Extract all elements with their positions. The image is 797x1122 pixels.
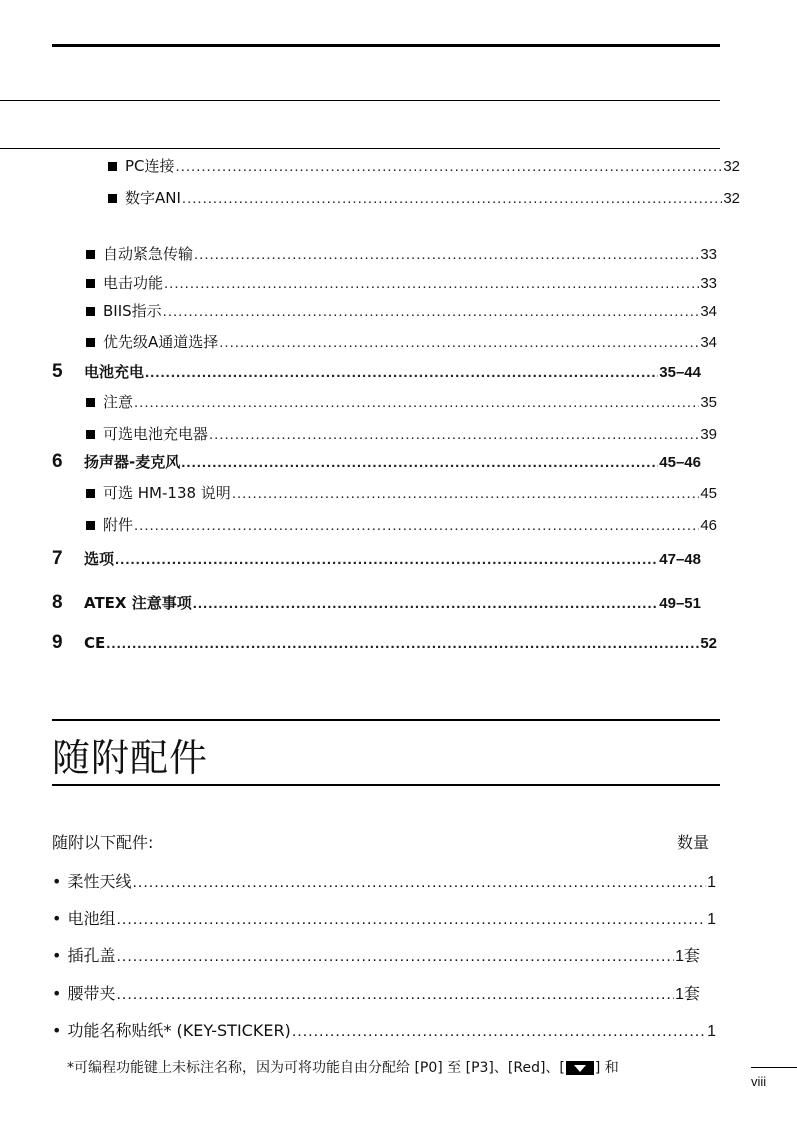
toc-entry-label: 可选 HM-138 说明 bbox=[103, 484, 231, 502]
toc-entry[interactable] bbox=[86, 483, 717, 504]
chapter-pages: 45–46 bbox=[659, 454, 701, 471]
accessory-item bbox=[52, 908, 716, 931]
accessory-qty: 1套 bbox=[675, 948, 700, 965]
toc-entry-page: 39 bbox=[700, 426, 717, 443]
chapter-number: 9 bbox=[52, 632, 63, 653]
page-number: viii bbox=[751, 1074, 767, 1089]
toc-chapter-entry[interactable] bbox=[84, 362, 701, 383]
chapter-title: 选项 bbox=[84, 550, 115, 568]
toc-entry[interactable] bbox=[108, 156, 740, 177]
toc-entry[interactable] bbox=[108, 188, 740, 209]
square-bullet-icon bbox=[86, 430, 95, 439]
accessory-qty: 1 bbox=[707, 1023, 716, 1040]
bullet: • bbox=[52, 984, 62, 1003]
triangle-down-icon bbox=[566, 1061, 594, 1075]
accessories-intro: 随附以下配件: bbox=[52, 833, 154, 852]
accessory-item bbox=[52, 945, 700, 968]
toc-entry-label: BIIS指示 bbox=[103, 302, 162, 320]
dot-leader bbox=[181, 453, 658, 473]
footnote-text-end: ] 和 bbox=[594, 1060, 619, 1076]
toc-chapter-entry[interactable] bbox=[84, 593, 701, 614]
accessory-label: 腰带夹 bbox=[67, 984, 116, 1003]
bullet: • bbox=[52, 946, 62, 965]
bullet: • bbox=[52, 872, 62, 891]
toc-entry-page: 35 bbox=[700, 394, 717, 411]
toc-entry[interactable] bbox=[86, 332, 717, 353]
accessory-item bbox=[52, 1020, 716, 1043]
top-rule bbox=[52, 44, 720, 47]
square-bullet-icon bbox=[108, 162, 117, 171]
toc-entry-page: 32 bbox=[723, 158, 740, 175]
toc-entry-label: 优先级A通道选择 bbox=[103, 333, 219, 351]
chapter-title: CE bbox=[84, 634, 106, 652]
dot-leader bbox=[193, 594, 659, 614]
toc-entry-page: 46 bbox=[700, 517, 717, 534]
dot-leader bbox=[134, 393, 699, 413]
toc-entry-page: 33 bbox=[700, 246, 717, 263]
accessory-label: 柔性天线 bbox=[67, 872, 132, 891]
bullet: • bbox=[52, 909, 62, 928]
dot-leader bbox=[292, 1021, 706, 1043]
toc-entry-label: 数字ANI bbox=[125, 189, 181, 207]
toc-entry[interactable] bbox=[86, 392, 717, 413]
toc-entry[interactable] bbox=[86, 301, 717, 322]
toc-entry-page: 32 bbox=[723, 190, 740, 207]
dot-leader bbox=[176, 157, 723, 177]
dot-leader bbox=[106, 634, 699, 654]
bullet: • bbox=[52, 1021, 62, 1040]
toc-entry-label: 注意 bbox=[103, 393, 134, 411]
section-title: 随附配件 bbox=[52, 736, 209, 780]
chapter-number: 8 bbox=[52, 592, 63, 613]
dot-leader bbox=[116, 946, 674, 968]
chapter-pages: 49–51 bbox=[659, 595, 701, 612]
chapter-title: 电池充电 bbox=[84, 363, 145, 381]
toc-entry-label: 可选电池充电器 bbox=[103, 425, 209, 443]
toc-entry-label: 自动紧急传输 bbox=[103, 245, 194, 263]
accessory-item bbox=[52, 983, 700, 1006]
dot-leader bbox=[232, 484, 700, 504]
footnote bbox=[67, 1057, 619, 1079]
toc-chapter-entry[interactable] bbox=[84, 549, 701, 570]
dot-leader bbox=[219, 333, 699, 353]
toc-chapter-entry[interactable] bbox=[84, 452, 701, 473]
footnote-text: *可编程功能键上未标注名称，因为可将功能自由分配给 [P0] 至 [P3]、[Red]、[ bbox=[67, 1060, 565, 1076]
accessory-item bbox=[52, 871, 716, 894]
dot-leader bbox=[115, 550, 658, 570]
toc-entry[interactable] bbox=[86, 273, 717, 294]
accessory-qty: 1套 bbox=[675, 986, 700, 1003]
square-bullet-icon bbox=[86, 279, 95, 288]
chapter-number: 5 bbox=[52, 361, 63, 382]
accessory-label: 插孔盖 bbox=[67, 946, 116, 965]
square-bullet-icon bbox=[86, 307, 95, 316]
toc-entry-label: 附件 bbox=[103, 516, 134, 534]
square-bullet-icon bbox=[86, 521, 95, 530]
section-top-rule bbox=[52, 719, 720, 721]
chapter-pages: 52 bbox=[700, 635, 717, 652]
toc-entry[interactable] bbox=[86, 244, 717, 265]
toc-entry-page: 45 bbox=[700, 485, 717, 502]
square-bullet-icon bbox=[86, 489, 95, 498]
header-rule-2 bbox=[0, 148, 720, 149]
header-rule bbox=[0, 100, 720, 101]
toc-entry-label: 电击功能 bbox=[103, 274, 164, 292]
toc-entry-page: 34 bbox=[700, 303, 717, 320]
dot-leader bbox=[209, 425, 699, 445]
toc-entry-page: 33 bbox=[700, 275, 717, 292]
accessory-label: 功能名称贴纸* (KEY-STICKER) bbox=[67, 1021, 291, 1040]
toc-entry[interactable] bbox=[86, 424, 717, 445]
dot-leader bbox=[134, 516, 699, 536]
chapter-number: 6 bbox=[52, 451, 63, 472]
dot-leader bbox=[194, 245, 699, 265]
toc-entry-page: 34 bbox=[700, 334, 717, 351]
square-bullet-icon bbox=[86, 250, 95, 259]
accessory-qty: 1 bbox=[707, 874, 716, 891]
page-number-rule bbox=[751, 1067, 797, 1068]
square-bullet-icon bbox=[108, 194, 117, 203]
chapter-pages: 47–48 bbox=[659, 551, 701, 568]
toc-chapter-entry[interactable] bbox=[84, 633, 717, 654]
dot-leader bbox=[132, 872, 706, 894]
chapter-number: 7 bbox=[52, 548, 63, 569]
dot-leader bbox=[116, 909, 706, 931]
chapter-title: ATEX 注意事项 bbox=[84, 594, 192, 612]
quantity-header: 数量 bbox=[677, 833, 710, 852]
square-bullet-icon bbox=[86, 338, 95, 347]
chapter-pages: 35–44 bbox=[659, 364, 701, 381]
toc-entry[interactable] bbox=[86, 515, 717, 536]
square-bullet-icon bbox=[86, 398, 95, 407]
dot-leader bbox=[164, 274, 699, 294]
section-bottom-rule bbox=[52, 784, 720, 786]
dot-leader bbox=[116, 984, 674, 1006]
dot-leader bbox=[145, 363, 658, 383]
dot-leader bbox=[182, 189, 722, 209]
dot-leader bbox=[163, 302, 700, 322]
accessory-label: 电池组 bbox=[67, 909, 116, 928]
toc-entry-label: PC连接 bbox=[125, 157, 175, 175]
chapter-title: 扬声器-麦克风 bbox=[84, 453, 181, 471]
accessory-qty: 1 bbox=[707, 911, 716, 928]
